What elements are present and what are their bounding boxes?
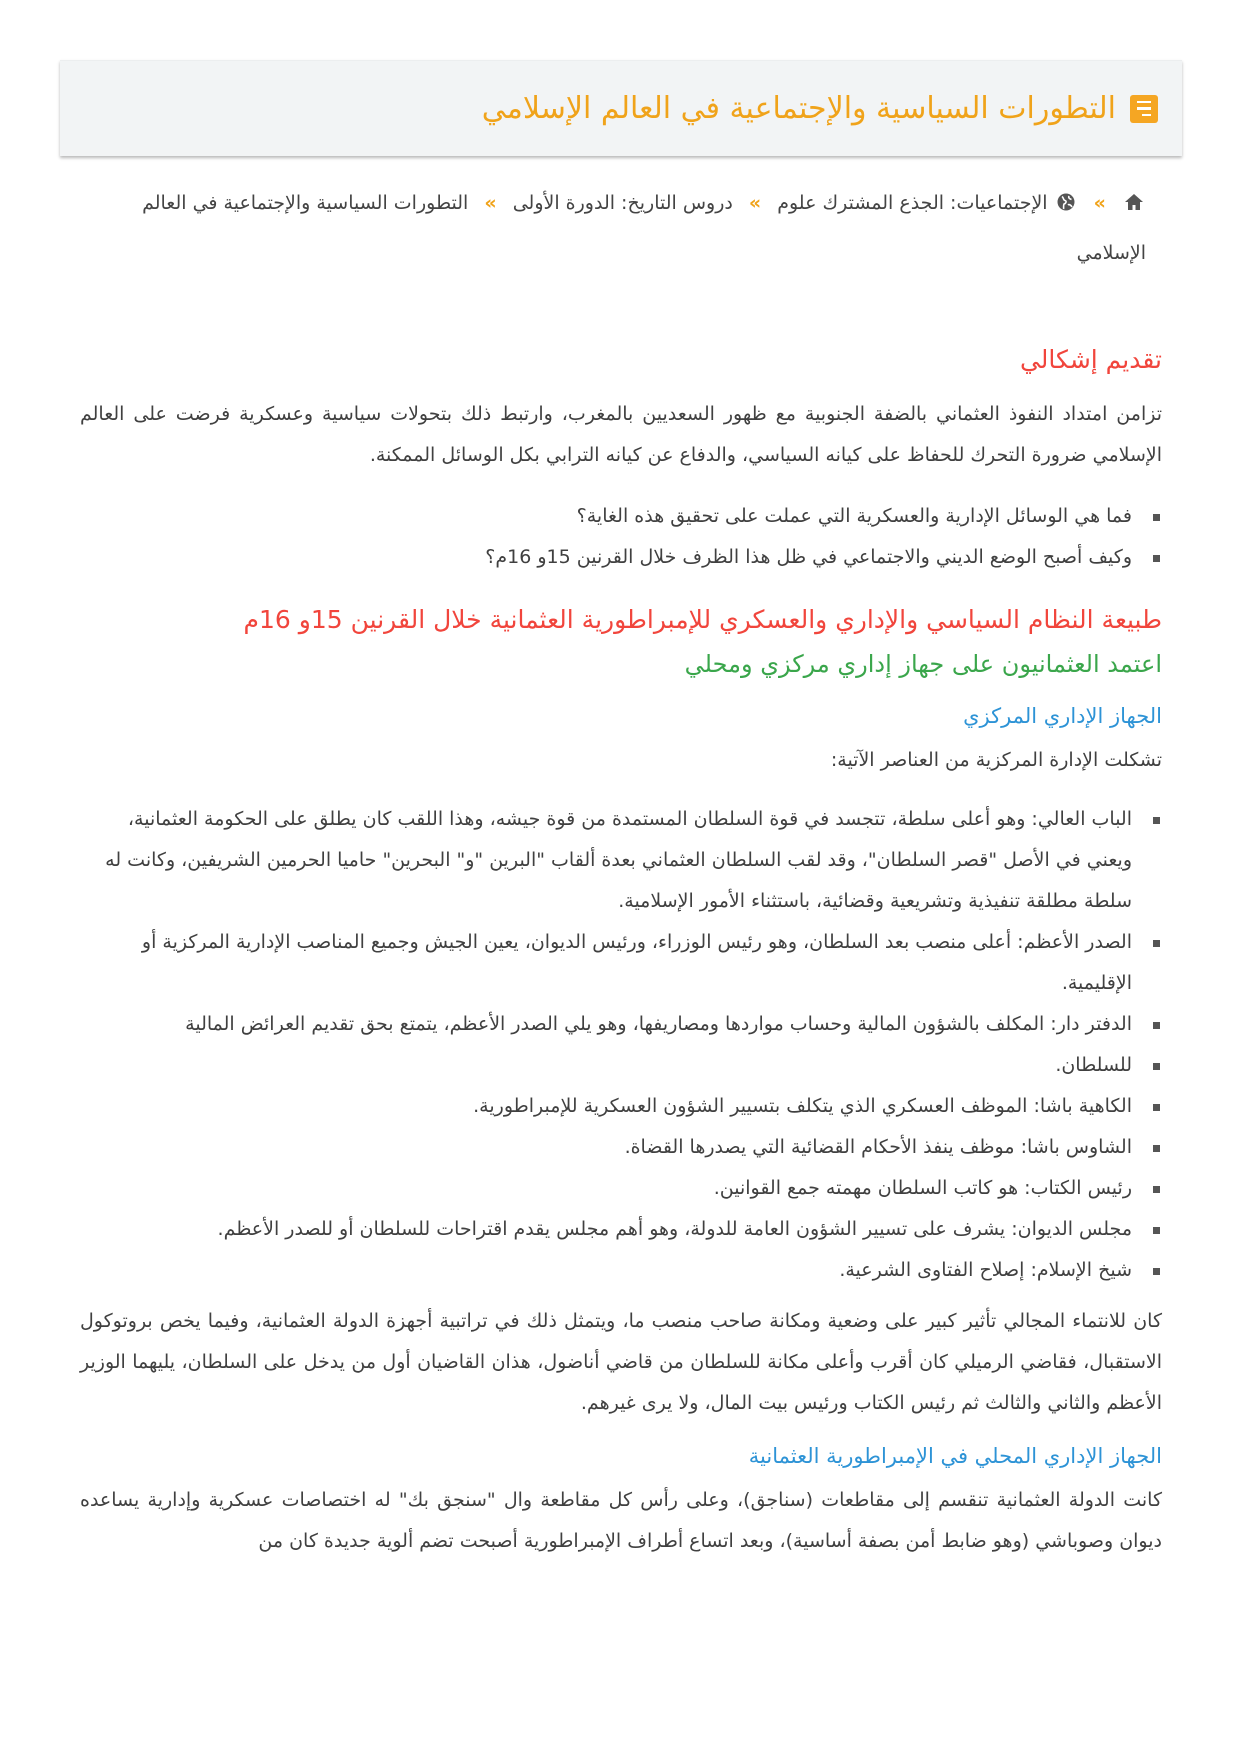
central-admin-list xyxy=(80,799,1162,1291)
section-subheading: اعتمد العثمانيون على جهاز إداري مركزي ومحلي xyxy=(684,650,1162,678)
intro-heading: تقديم إشكالي xyxy=(1019,345,1162,374)
local-admin-paragraph: كانت الدولة العثمانية تنقسم إلى مقاطعات (سناجق)، وعلى رأس كل مقاطعة وال "سنجق بك" له اختصاصات عسكرية وإدارية يساعده ديوان وصوباشي (وهو ضابط أمن بصفة أساسية)، وبعد اتساع أطراف الإمبراطورية أصبحت تضم ألوية جديدة كان من xyxy=(80,1489,1162,1552)
globe-icon xyxy=(1056,192,1076,212)
list-item: الباب العالي: وهو أعلى سلطة، تتجسد في قوة السلطان المستمدة من قوة جيشه، وهذا اللقب كان يطلق على الحكومة العثمانية، ويعني في الأصل "قصر السلطان"، وقد لقب السلطان العثماني بعدة ألقاب "البرين "و" البحرين" حاميا الحرمين الشريفين، وكانت له سلطة مطلقة تنفيذية وتشريعية وقضائية، باستثناء الأمور الإسلامية. xyxy=(80,799,1162,922)
central-admin-intro: تشكلت الإدارة المركزية من العناصر الآتية: xyxy=(830,749,1162,771)
breadcrumb-separator: » xyxy=(1093,192,1106,214)
breadcrumb-current: التطورات السياسية والإجتماعية في العالم الإسلامي xyxy=(142,192,1146,264)
intro-paragraph: تزامن امتداد النفوذ العثماني بالضفة الجنوبية مع ظهور السعديين بالمغرب، وارتبط ذلك بتحولات سياسية وعسكرية فرضت على العالم الإسلامي ضرورة التحرك للحفاظ على كيانه السياسي، والدفاع عن كيانه الترابي بكل الوسائل الممكنة. xyxy=(80,403,1162,466)
list-item: شيخ الإسلام: إصلاح الفتاوى الشرعية. xyxy=(80,1250,1162,1291)
list-item: مجلس الديوان: يشرف على تسيير الشؤون العامة للدولة، وهو أهم مجلس يقدم اقتراحات للسلطان أو للصدر الأعظم. xyxy=(80,1209,1162,1250)
central-admin-heading: الجهاز الإداري المركزي xyxy=(963,704,1162,728)
list-item: للسلطان. xyxy=(80,1045,1162,1086)
breadcrumb-separator: » xyxy=(748,192,762,214)
list-item: وكيف أصبح الوضع الديني والاجتماعي في ظل هذا الظرف خلال القرنين 15و 16م؟ xyxy=(80,537,1162,578)
list-item: رئيس الكتاب: هو كاتب السلطان مهمته جمع القوانين. xyxy=(80,1168,1162,1209)
title-card xyxy=(60,60,1182,156)
local-admin-heading: الجهاز الإداري المحلي في الإمبراطورية العثمانية xyxy=(748,1444,1162,1468)
intro-questions xyxy=(80,496,1162,578)
section-heading: طبيعة النظام السياسي والإداري والعسكري للإمبراطورية العثمانية خلال القرنين 15و 16م xyxy=(243,605,1162,634)
article-content xyxy=(60,340,1182,1562)
breadcrumb xyxy=(60,178,1182,278)
breadcrumb-link-social-studies[interactable]: الإجتماعيات: الجذع المشترك علوم xyxy=(777,192,1048,214)
document-icon xyxy=(1130,95,1158,123)
list-item: الصدر الأعظم: أعلى منصب بعد السلطان، وهو رئيس الوزراء، ورئيس الديوان، يعين الجيش وجميع المناصب الإدارية المركزية أو الإقليمية. xyxy=(80,922,1162,1004)
list-item: الشاوس باشا: موظف ينفذ الأحكام القضائية التي يصدرها القضاة. xyxy=(80,1127,1162,1168)
breadcrumb-link-history-lessons[interactable]: دروس التاريخ: الدورة الأولى xyxy=(512,192,733,214)
breadcrumb-separator: » xyxy=(484,192,497,214)
page-title: التطورات السياسية والإجتماعية في العالم الإسلامي xyxy=(481,91,1116,126)
list-item: فما هي الوسائل الإدارية والعسكرية التي عملت على تحقيق هذه الغاية؟ xyxy=(80,496,1162,537)
list-item: الدفتر دار: المكلف بالشؤون المالية وحساب مواردها ومصاريفها، وهو يلي الصدر الأعظم، يتمتع بحق تقديم العرائض المالية xyxy=(80,1004,1162,1045)
list-item: الكاهية باشا: الموظف العسكري الذي يتكلف بتسيير الشؤون العسكرية للإمبراطورية. xyxy=(80,1086,1162,1127)
home-icon[interactable] xyxy=(1124,192,1144,212)
central-admin-closing: كان للانتماء المجالي تأثير كبير على وضعية ومكانة صاحب منصب ما، ويتمثل ذلك في تراتبية أجهزة الدولة العثمانية، وفيما يخص بروتوكول الاستقبال، فقاضي الرميلي كان أقرب وأعلى مكانة للسلطان من قاضي أناضول، هذان القاضيان أول من يدخل على السلطان، يليهما الوزير الأعظم والثاني والثالث ثم رئيس الكتاب ورئيس بيت المال، ولا يرى غيرهم. xyxy=(80,1310,1162,1414)
